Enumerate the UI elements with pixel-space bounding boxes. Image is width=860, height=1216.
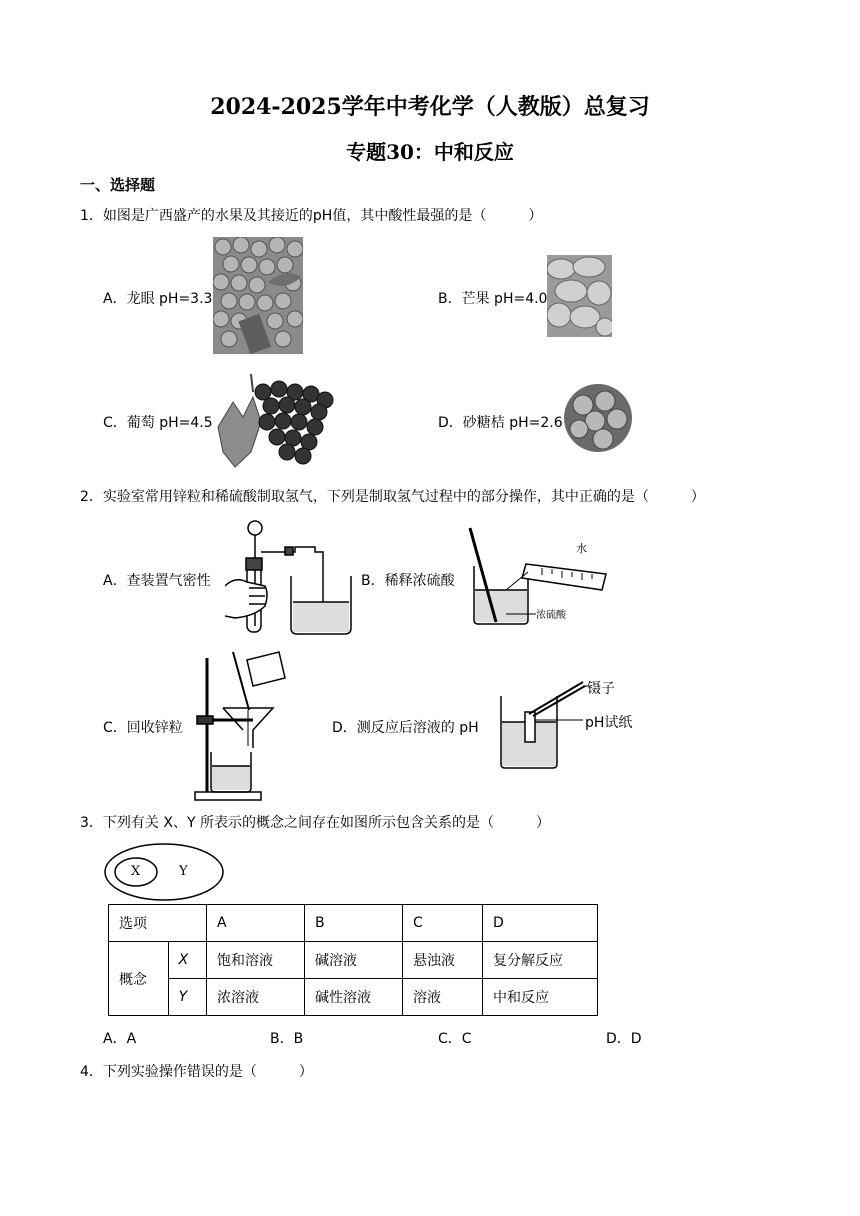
- q3-option-a: A．A: [103, 1031, 137, 1047]
- q1-option-a: A．龙眼 pH=3.3: [103, 291, 213, 307]
- filtration-apparatus: [193, 650, 303, 802]
- table-cell: 碱性溶液: [305, 979, 403, 1016]
- label-water: 水: [576, 542, 587, 555]
- table-cell: 悬浊液: [403, 942, 483, 979]
- section-heading: 一、选择题: [80, 176, 156, 194]
- question-3-stem: 3．下列有关 X、Y 所表示的概念之间存在如图所示包含关系的是（ ）: [80, 815, 550, 831]
- table-header-cell: 选项: [109, 905, 207, 942]
- table-cell: Y: [168, 979, 206, 1016]
- venn-x-label: X: [131, 864, 141, 879]
- ph-test-apparatus: [497, 676, 647, 772]
- page-title: 2024-2025学年中考化学（人教版）总复习: [210, 94, 650, 120]
- question-4-stem: 4．下列实验操作错误的是（ ）: [80, 1064, 313, 1080]
- q3-option-d: D．D: [606, 1031, 642, 1047]
- tangerine-image: [563, 383, 633, 453]
- question-2-stem: 2．实验室常用锌粒和稀硫酸制取氢气，下列是制取氢气过程中的部分操作，其中正确的是（ ）: [80, 489, 705, 505]
- table-cell: 中和反应: [483, 979, 598, 1016]
- label-acid: 浓硫酸: [536, 610, 566, 621]
- q1-option-c: C．葡萄 pH=4.5: [103, 415, 213, 431]
- q2-option-d: D．测反应后溶液的 pH: [332, 720, 479, 736]
- q2-option-a: A．查装置气密性: [103, 573, 211, 589]
- q2-option-c: C．回收锌粒: [103, 720, 183, 736]
- venn-diagram: [103, 842, 225, 902]
- q3-option-b: B．B: [270, 1031, 304, 1047]
- table-header-row: [109, 905, 598, 942]
- concept-table: [108, 904, 598, 1016]
- table-cell: 复分解反应: [483, 942, 598, 979]
- table-header-cell: C: [403, 905, 483, 942]
- q1-option-b: B．芒果 pH=4.0: [438, 291, 548, 307]
- longan-image: [213, 237, 303, 354]
- venn-y-label: Y: [179, 864, 188, 879]
- table-cell: 浓溶液: [207, 979, 305, 1016]
- dilution-apparatus: [466, 526, 616, 626]
- table-row: [109, 979, 598, 1016]
- table-header-cell: D: [483, 905, 598, 942]
- page-subtitle: 专题30：中和反应: [346, 140, 514, 164]
- label-tweezers: 镊子: [587, 681, 615, 697]
- question-1-stem: 1．如图是广西盛产的水果及其接近的pH值，其中酸性最强的是（ ）: [80, 208, 543, 224]
- airtightness-apparatus: [225, 516, 353, 638]
- table-cell: X: [168, 942, 206, 979]
- table-cell: 饱和溶液: [207, 942, 305, 979]
- table-header-cell: B: [305, 905, 403, 942]
- q3-option-c: C．C: [438, 1031, 472, 1047]
- table-group-label: 概念: [109, 942, 169, 1016]
- label-ph-paper: pH试纸: [585, 715, 633, 731]
- table-header-cell: A: [207, 905, 305, 942]
- table-cell: 碱溶液: [305, 942, 403, 979]
- table-cell: 溶液: [403, 979, 483, 1016]
- grape-image: [213, 372, 338, 472]
- mango-image: [547, 255, 612, 337]
- table-row: [109, 942, 598, 979]
- q1-option-d: D．砂糖桔 pH=2.6: [438, 415, 563, 431]
- q2-option-b: B．稀释浓硫酸: [361, 573, 455, 589]
